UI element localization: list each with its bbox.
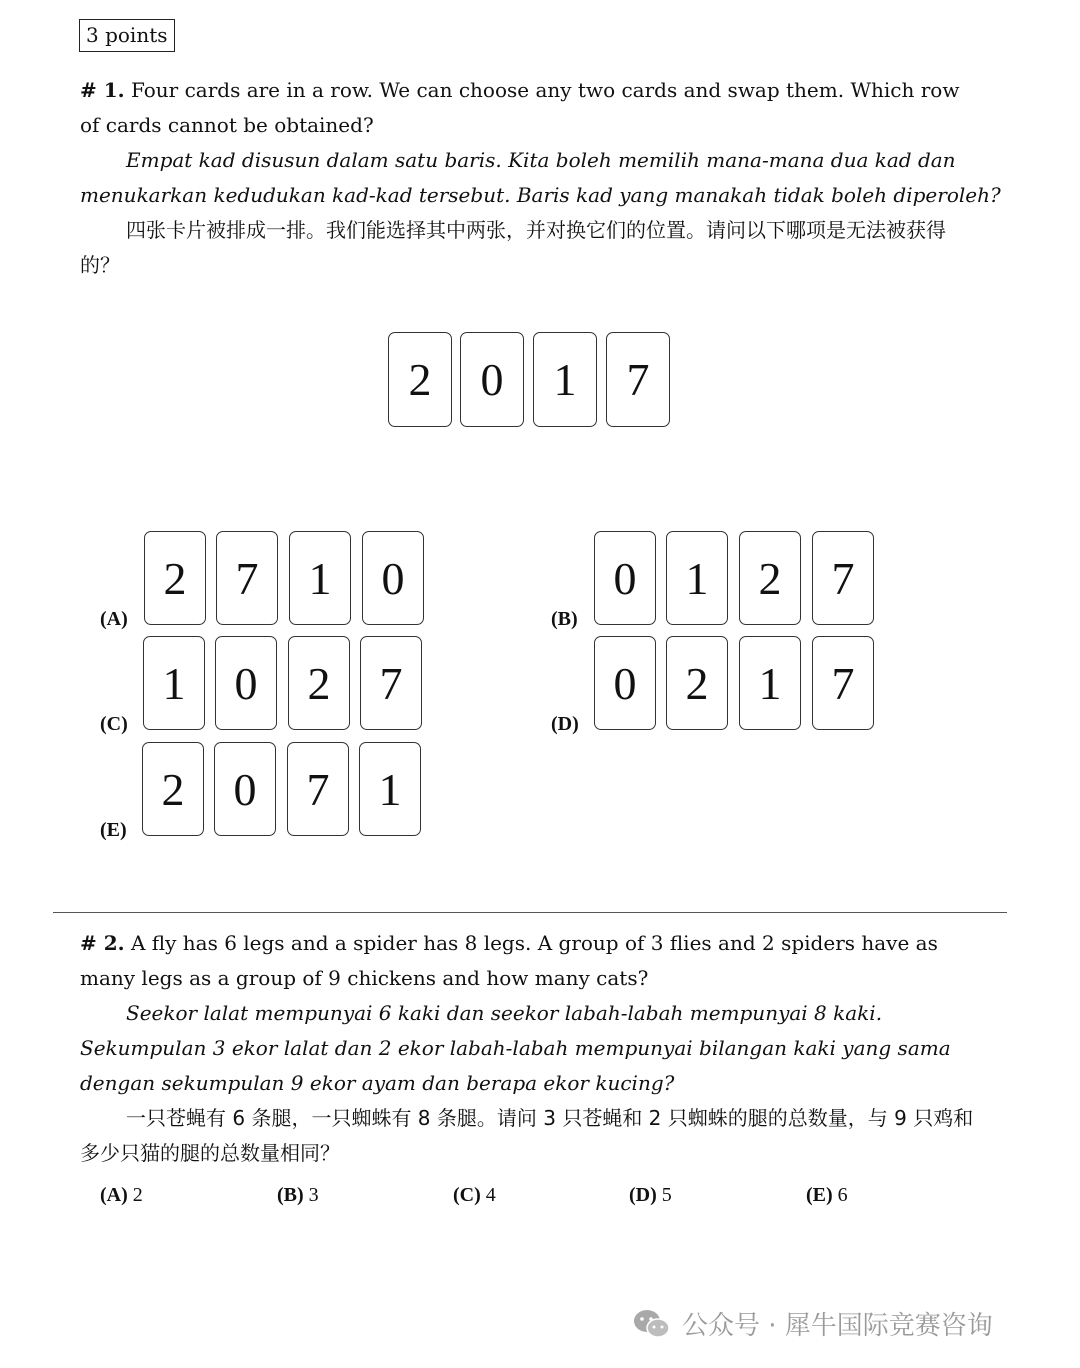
original-card-1: 2 [388,332,452,427]
answer-d-label: (D) [629,1184,657,1206]
option-c-card-2: 0 [215,636,277,730]
answer-e[interactable] [806,1184,848,1207]
answer-d-value: 5 [661,1184,672,1206]
option-b-label: (B) [551,608,578,630]
option-d-card-2: 2 [666,636,728,730]
question-2 [80,926,980,1171]
answer-d[interactable] [629,1184,672,1207]
option-e-card-2: 0 [214,742,276,836]
answer-b-label: (B) [277,1184,304,1206]
question-1 [80,73,1001,283]
question-2-english-text: A fly has 6 legs and a spider has 8 legs. A group of 3 flies and 2 spiders have as many legs as a group of 9 chickens and how many cats? [80,931,938,990]
option-a-card-2: 7 [216,531,278,625]
wechat-icon [632,1308,672,1340]
answer-b[interactable] [277,1184,319,1207]
option-e-label: (E) [100,819,127,841]
option-b-card-3: 2 [739,531,801,625]
answer-a[interactable] [100,1184,143,1207]
option-d-card-1: 0 [594,636,656,730]
option-b-card-1: 0 [594,531,656,625]
option-c-card-1: 1 [143,636,205,730]
option-b-card-2: 1 [666,531,728,625]
question-2-malay: Seekor lalat mempunyai 6 kaki dan seekor labah-labah mempunyai 8 kaki. Sekumpulan 3 ekor lalat dan 2 ekor labah-labah mempunyai bilangan kaki yang sama dengan sekumpulan 9 ekor ayam dan berapa ekor kucing? [80,1001,951,1095]
answer-a-value: 2 [132,1184,143,1206]
answer-e-value: 6 [837,1184,848,1206]
answer-b-value: 3 [308,1184,319,1206]
question-2-english [80,926,980,996]
option-a-card-3: 1 [289,531,351,625]
question-2-chinese: 一只苍蝇有 6 条腿，一只蜘蛛有 8 条腿。请问 3 只苍蝇和 2 只蜘蛛的腿的总数量，与 9 只鸡和多少只猫的腿的总数量相同？ [80,1106,974,1165]
answer-c-label: (C) [453,1184,481,1206]
option-a-card-4: 0 [362,531,424,625]
original-card-3: 1 [533,332,597,427]
option-b-card-4: 7 [812,531,874,625]
question-1-malay: Empat kad disusun dalam satu baris. Kita boleh memilih mana-mana dua kad dan menukarkan kedudukan kad-kad tersebut. Baris kad yang manakah tidak boleh diperoleh? [80,148,1001,207]
option-d-card-3: 1 [739,636,801,730]
option-a-card-1: 2 [144,531,206,625]
section-divider [53,912,1007,913]
question-1-english-text: Four cards are in a row. We can choose any two cards and swap them. Which row of cards cannot be obtained? [80,78,960,137]
question-2-number: # 2. [80,931,125,955]
option-d-label: (D) [551,713,579,735]
option-c-label: (C) [100,713,128,735]
question-1-chinese: 四张卡片被排成一排。我们能选择其中两张，并对换它们的位置。请问以下哪项是无法被获得的？ [80,218,946,277]
original-card-4: 7 [606,332,670,427]
option-e-card-1: 2 [142,742,204,836]
question-1-english [80,73,980,143]
option-d-card-4: 7 [812,636,874,730]
answer-e-label: (E) [806,1184,833,1206]
answer-a-label: (A) [100,1184,128,1206]
option-e-card-3: 7 [287,742,349,836]
option-c-card-4: 7 [360,636,422,730]
watermark [632,1305,993,1342]
question-1-number: # 1. [80,78,125,102]
original-card-2: 0 [460,332,524,427]
points-badge: 3 points [79,19,175,52]
watermark-text: 公众号 · 犀牛国际竞赛咨询 [682,1311,993,1341]
option-e-card-4: 1 [359,742,421,836]
option-a-label: (A) [100,608,128,630]
answer-c-value: 4 [485,1184,496,1206]
option-c-card-3: 2 [288,636,350,730]
answer-c[interactable] [453,1184,496,1207]
